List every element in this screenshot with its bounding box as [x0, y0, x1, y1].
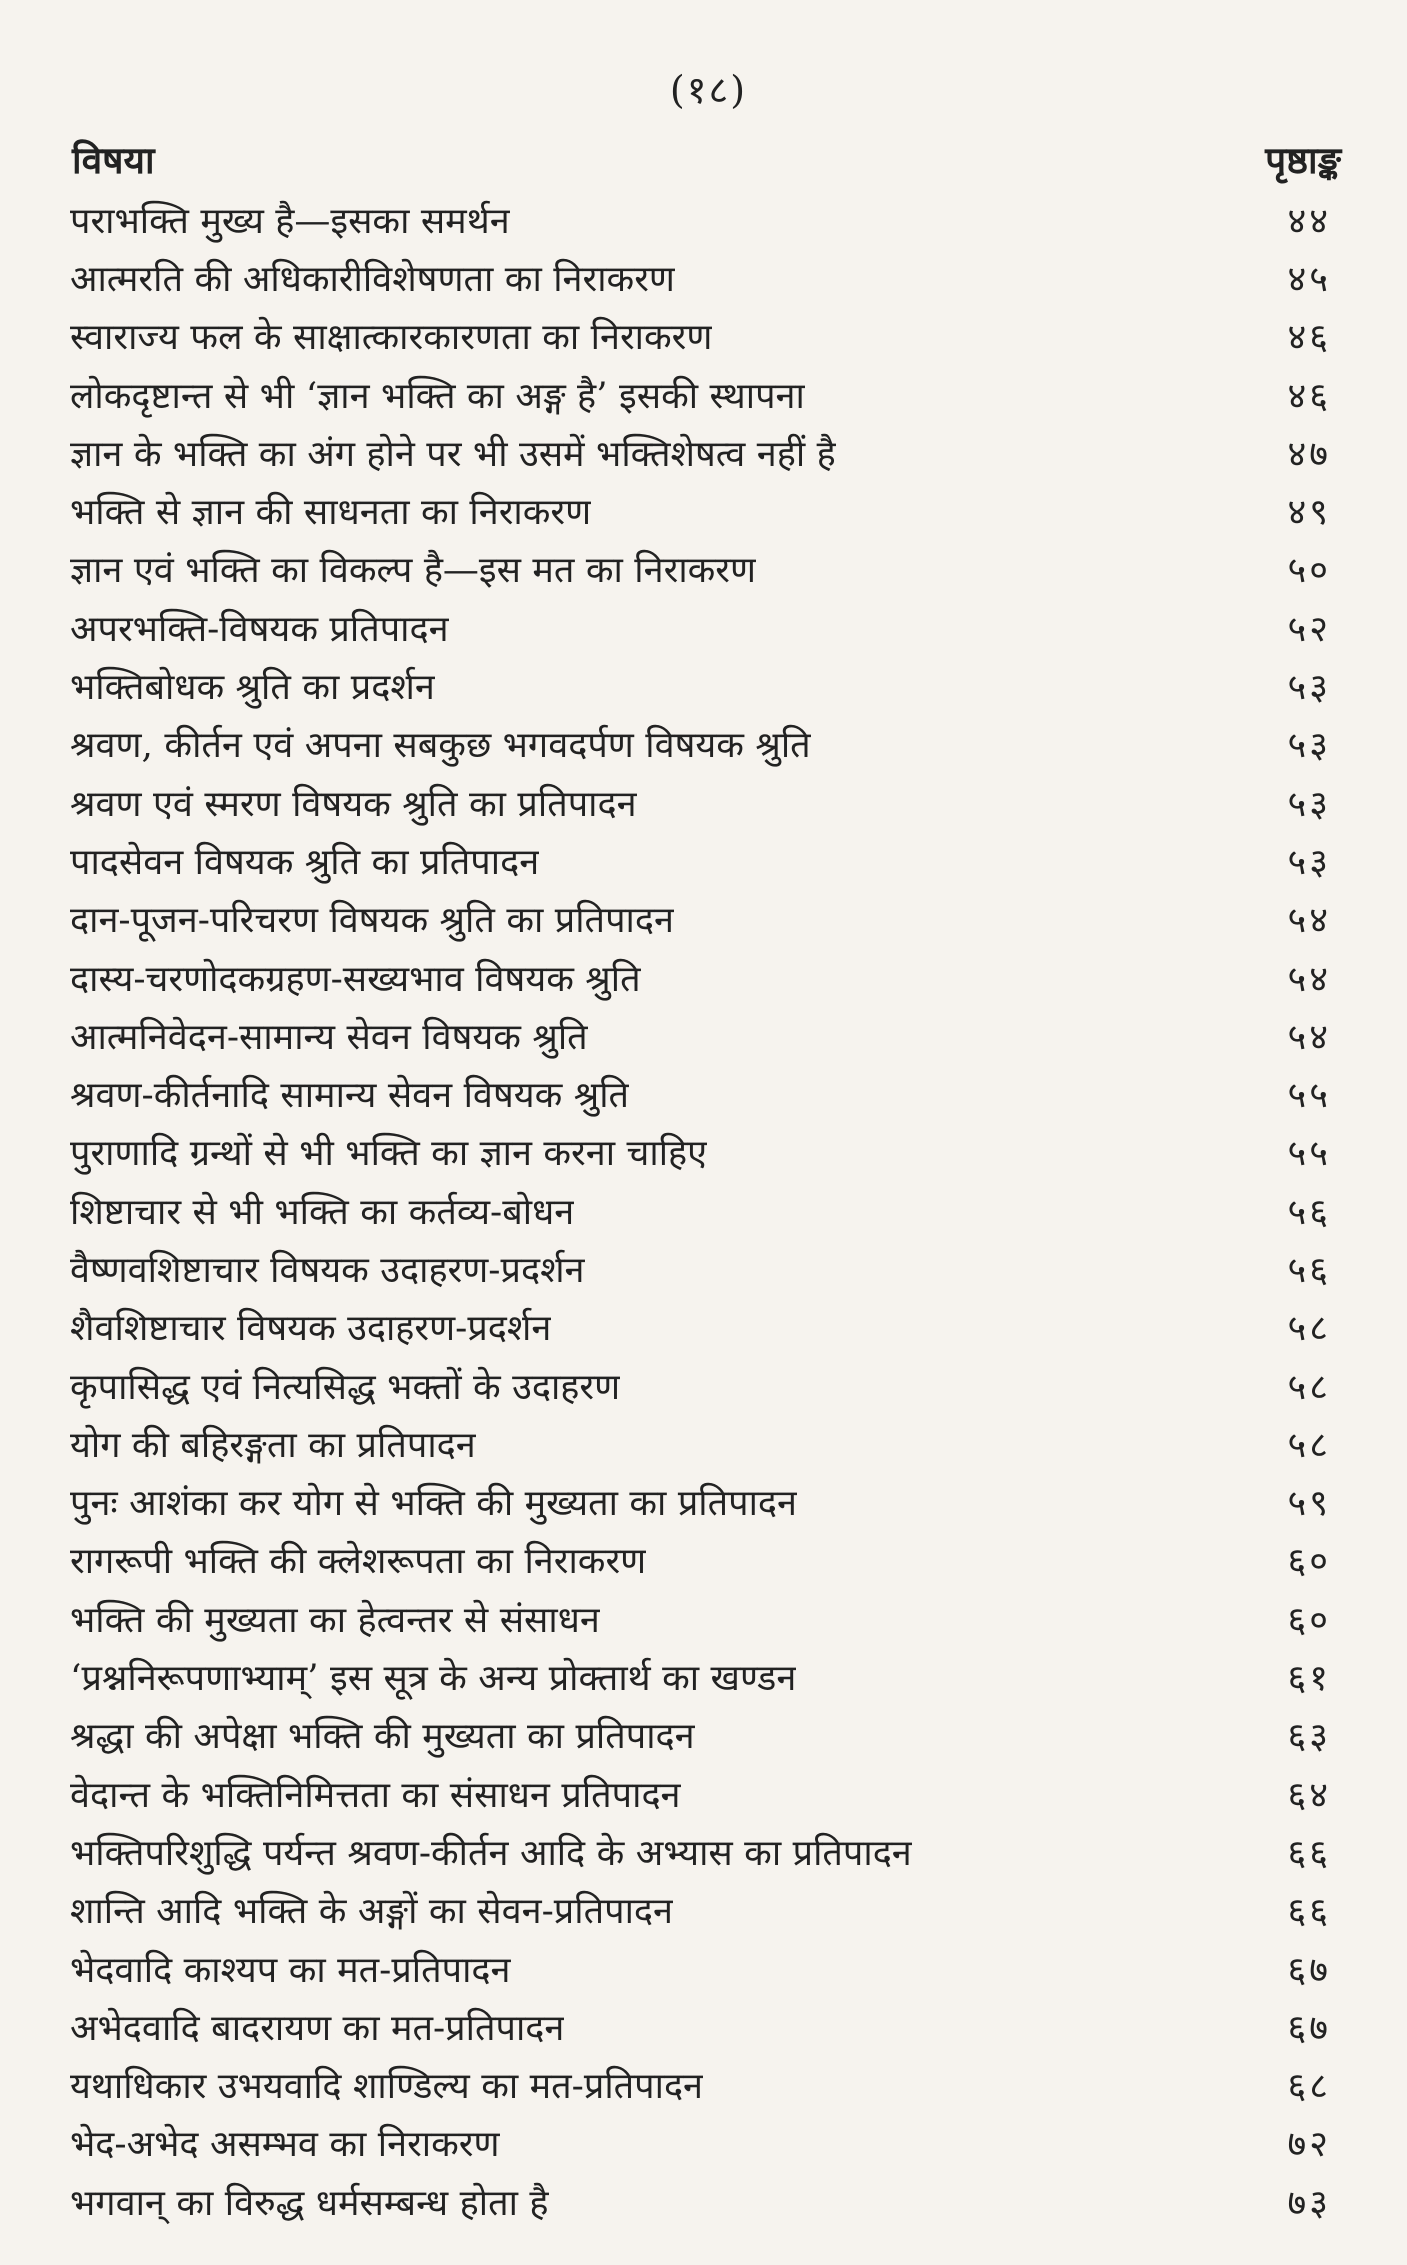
toc-entry-topic: स्वाराज्य फल के साक्षात्कारकारणता का निराकरण — [70, 317, 713, 359]
toc-entry-page-number: ५४ — [1287, 900, 1331, 942]
toc-entry — [70, 1064, 1337, 1122]
toc-entry-page-number: ५३ — [1287, 725, 1331, 767]
toc-entry-page-number: ५८ — [1287, 1424, 1331, 1466]
toc-entry — [70, 1123, 1337, 1181]
toc-entry-page-number: ५५ — [1287, 1075, 1331, 1117]
toc-entry — [70, 2172, 1337, 2230]
toc-entry-topic: भक्ति की मुख्यता का हेत्वन्तर से संसाधन — [70, 1599, 600, 1641]
toc-entry — [70, 715, 1337, 773]
toc-entry-page-number: ५३ — [1287, 783, 1331, 825]
toc-entry-page-number: ६० — [1287, 1541, 1331, 1583]
toc-entry — [70, 307, 1337, 365]
toc-entry — [70, 1706, 1337, 1764]
toc-entry-page-number: ४६ — [1287, 375, 1331, 417]
toc-entry-page-number: ५५ — [1287, 1133, 1331, 1175]
toc-entry-page-number: ५६ — [1287, 1249, 1331, 1291]
toc-entry-topic: भक्ति से ज्ञान की साधनता का निराकरण — [70, 492, 592, 534]
toc-entry — [70, 1764, 1337, 1822]
toc-entry — [70, 1647, 1337, 1705]
toc-entry-topic: यथाधिकार उभयवादि शाण्डिल्य का मत-प्रतिपादन — [70, 2066, 704, 2108]
toc-entry-topic: रागरूपी भक्ति की क्लेशरूपता का निराकरण — [70, 1541, 647, 1583]
toc-entry-page-number: ५० — [1287, 550, 1331, 592]
toc-entry-page-number: ४५ — [1287, 258, 1331, 300]
toc-entry-topic: कृपासिद्ध एवं नित्यसिद्ध भक्तों के उदाहरण — [70, 1366, 621, 1408]
table-of-contents — [70, 190, 1337, 2230]
toc-entry-page-number: ६३ — [1287, 1716, 1331, 1758]
toc-entry-page-number: ७२ — [1287, 2124, 1331, 2166]
toc-entry-topic: अपरभक्ति-विषयक प्रतिपादन — [70, 608, 449, 650]
toc-entry-topic: अभेदवादि बादरायण का मत-प्रतिपादन — [70, 2007, 565, 2049]
toc-entry-topic: वैष्णवशिष्टाचार विषयक उदाहरण-प्रदर्शन — [70, 1249, 585, 1291]
toc-entry-topic: श्रद्धा की अपेक्षा भक्ति की मुख्यता का प्रतिपादन — [70, 1716, 695, 1758]
toc-entry — [70, 540, 1337, 598]
toc-entry-page-number: ६६ — [1287, 1891, 1331, 1933]
toc-entry — [70, 365, 1337, 423]
toc-entry-topic: लोकदृष्टान्त से भी ‘ज्ञान भक्ति का अङ्ग है’ इसकी स्थापना — [70, 375, 805, 417]
toc-entry — [70, 1589, 1337, 1647]
toc-entry — [70, 1356, 1337, 1414]
toc-entry — [70, 598, 1337, 656]
toc-entry-topic: शान्ति आदि भक्ति के अङ्गों का सेवन-प्रतिपादन — [70, 1891, 674, 1933]
toc-entry-page-number: ६७ — [1287, 2007, 1331, 2049]
toc-entry-page-number: ५८ — [1287, 1366, 1331, 1408]
toc-entry-topic: दान-पूजन-परिचरण विषयक श्रुति का प्रतिपादन — [70, 900, 674, 942]
toc-entry-page-number: ६१ — [1287, 1658, 1331, 1700]
toc-entry — [70, 1997, 1337, 2055]
toc-entry-topic: शैवशिष्टाचार विषयक उदाहरण-प्रदर्शन — [70, 1308, 552, 1350]
toc-entry — [70, 190, 1337, 248]
toc-entry — [70, 1006, 1337, 1064]
toc-entry — [70, 1939, 1337, 1997]
toc-entry-topic: ज्ञान के भक्ति का अंग होने पर भी उसमें भक्तिशेषत्व नहीं है — [70, 433, 836, 475]
toc-entry — [70, 1181, 1337, 1239]
toc-entry — [70, 248, 1337, 306]
toc-entry-topic: ज्ञान एवं भक्ति का विकल्प है—इस मत का निराकरण — [70, 550, 757, 592]
toc-entry-page-number: ५६ — [1287, 1191, 1331, 1233]
toc-entry — [70, 656, 1337, 714]
page-number: (१८) — [669, 68, 748, 112]
toc-entry — [70, 1473, 1337, 1531]
toc-entry-topic: दास्य-चरणोदकग्रहण-सख्यभाव विषयक श्रुति — [70, 958, 641, 1000]
toc-entry — [70, 423, 1337, 481]
toc-entry-topic: पुनः आशंका कर योग से भक्ति की मुख्यता का प्रतिपादन — [70, 1483, 798, 1525]
toc-entry-page-number: ६७ — [1287, 1949, 1331, 1991]
toc-entry — [70, 831, 1337, 889]
toc-entry — [70, 2056, 1337, 2114]
toc-entry-page-number: ५२ — [1287, 608, 1331, 650]
toc-entry-topic: ‘प्रश्ननिरूपणाभ्याम्’ इस सूत्र के अन्य प्रोक्तार्थ का खण्डन — [70, 1658, 797, 1700]
toc-entry — [70, 1531, 1337, 1589]
toc-entry-topic: भेद-अभेद असम्भव का निराकरण — [70, 2124, 500, 2166]
toc-entry-page-number: ५३ — [1287, 841, 1331, 883]
toc-entry-topic: योग की बहिरङ्गता का प्रतिपादन — [70, 1424, 476, 1466]
toc-entry-page-number: ६६ — [1287, 1832, 1331, 1874]
toc-entry-topic: शिष्टाचार से भी भक्ति का कर्तव्य-बोधन — [70, 1191, 575, 1233]
toc-entry-page-number: ५८ — [1287, 1308, 1331, 1350]
toc-entry-topic: आत्मनिवेदन-सामान्य सेवन विषयक श्रुति — [70, 1016, 588, 1058]
toc-entry-topic: भक्तिबोधक श्रुति का प्रदर्शन — [70, 667, 435, 709]
toc-entry-page-number: ५४ — [1287, 958, 1331, 1000]
toc-entry-page-number: ४६ — [1287, 317, 1331, 359]
toc-entry-topic: भगवान् का विरुद्ध धर्मसम्बन्ध होता है — [70, 2182, 549, 2224]
toc-entry-page-number: ५९ — [1287, 1483, 1331, 1525]
toc-entry — [70, 1239, 1337, 1297]
toc-entry-topic: भक्तिपरिशुद्धि पर्यन्त श्रवण-कीर्तन आदि के अभ्यास का प्रतिपादन — [70, 1832, 912, 1874]
toc-entry-page-number: ६० — [1287, 1599, 1331, 1641]
page-column-heading: पृष्ठाङ्क — [1265, 138, 1341, 182]
toc-entry-topic: श्रवण एवं स्मरण विषयक श्रुति का प्रतिपादन — [70, 783, 637, 825]
topic-column-heading: विषया — [72, 138, 155, 182]
toc-entry-page-number: ४९ — [1287, 492, 1331, 534]
toc-entry — [70, 2114, 1337, 2172]
toc-entry-topic: आत्मरति की अधिकारीविशेषणता का निराकरण — [70, 258, 675, 300]
toc-entry-topic: पराभक्ति मुख्य है—इसका समर्थन — [70, 200, 510, 242]
toc-entry-topic: वेदान्त के भक्तिनिमित्तता का संसाधन प्रतिपादन — [70, 1774, 681, 1816]
toc-header — [70, 126, 1341, 184]
toc-entry-topic: श्रवण-कीर्तनादि सामान्य सेवन विषयक श्रुति — [70, 1075, 630, 1117]
toc-entry-topic: पुराणादि ग्रन्थों से भी भक्ति का ज्ञान करना चाहिए — [70, 1133, 708, 1175]
toc-entry — [70, 1298, 1337, 1356]
toc-entry-page-number: ६८ — [1287, 2066, 1331, 2108]
toc-entry-topic: पादसेवन विषयक श्रुति का प्रतिपादन — [70, 841, 540, 883]
toc-entry — [70, 481, 1337, 539]
toc-entry-page-number: ५४ — [1287, 1016, 1331, 1058]
toc-entry-topic: श्रवण, कीर्तन एवं अपना सबकुछ भगवदर्पण विषयक श्रुति — [70, 725, 811, 767]
toc-entry-page-number: ६४ — [1287, 1774, 1331, 1816]
toc-entry-page-number: ४४ — [1287, 200, 1331, 242]
toc-entry-topic: भेदवादि काश्यप का मत-प्रतिपादन — [70, 1949, 511, 1991]
toc-entry — [70, 948, 1337, 1006]
toc-entry — [70, 1881, 1337, 1939]
toc-entry-page-number: ७३ — [1287, 2182, 1331, 2224]
toc-entry-page-number: ५३ — [1287, 667, 1331, 709]
toc-entry — [70, 890, 1337, 948]
toc-entry-page-number: ४७ — [1287, 433, 1331, 475]
toc-entry — [70, 773, 1337, 831]
toc-entry — [70, 1822, 1337, 1880]
toc-entry — [70, 1414, 1337, 1472]
